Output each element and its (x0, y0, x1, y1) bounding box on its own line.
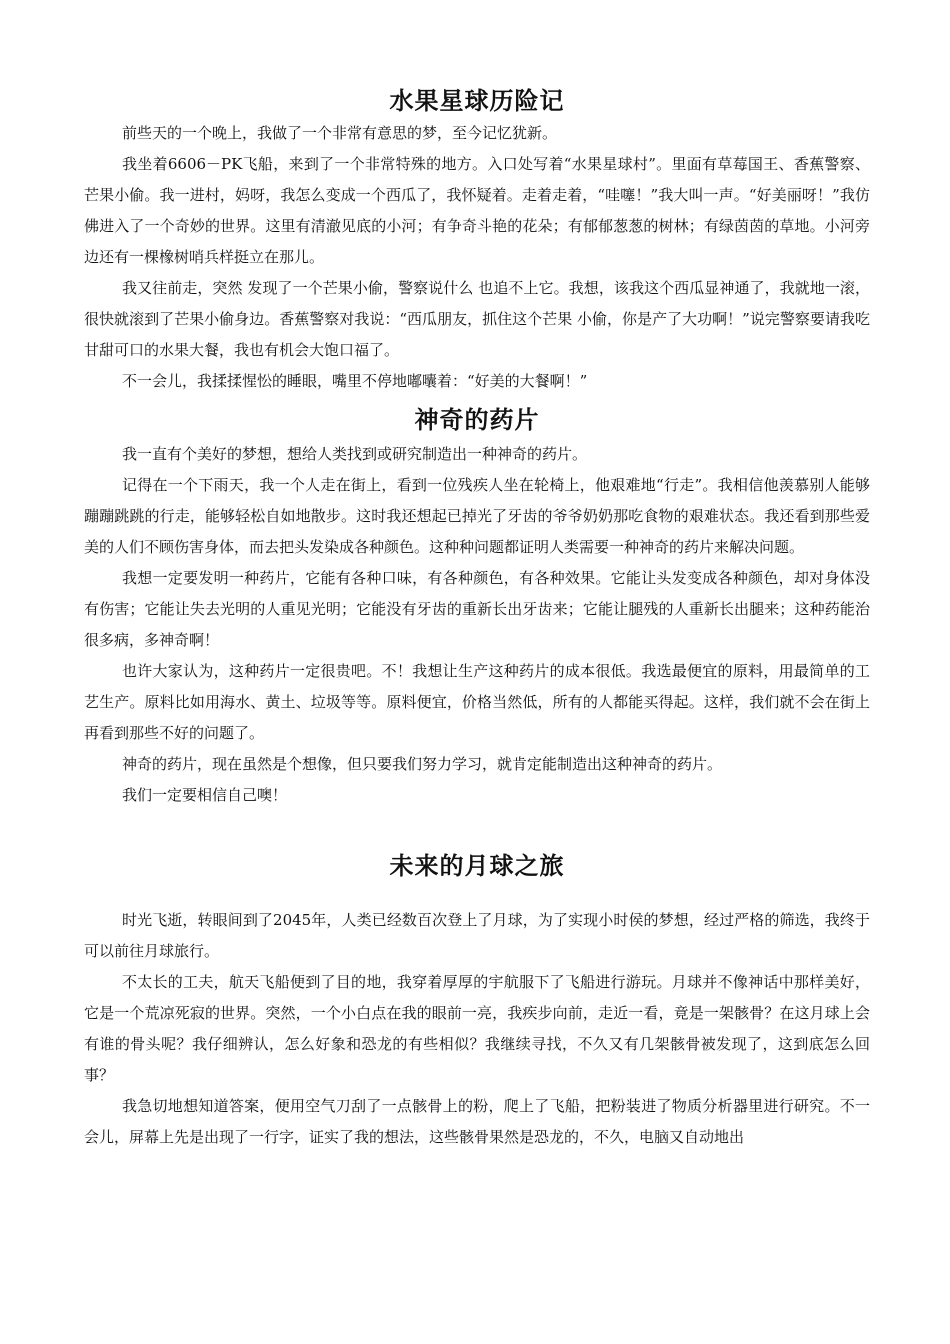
paragraph: 我一直有个美好的梦想，想给人类找到或研究制造出一种神奇的药片。 (122, 445, 588, 463)
paragraph: 时光飞逝，转眼间到了2045年，人类已经数百次登上了月球，为了实现小时侯的梦想，经过严格的筛选，我终于可以前往月球旅行。 (84, 911, 870, 960)
paragraph: 我坐着6606－PK飞船，来到了一个非常特殊的地方。入口处写着“水果星球村”。里面有草莓国王、香蕉警察、芒果小偷。我一进村，妈呀，我怎么变成一个西瓜了，我怀疑着。走着走着，“哇噻！”我大叫一声。“好美丽呀！”我仿佛进入了一个奇妙的世界。这里有清澈见底的小河；有争奇斗艳的花朵；有郁郁葱葱的树林；有绿茵茵的草地。小河旁边还有一棵橡树哨兵样挺立在那儿。 (84, 155, 870, 266)
paragraph: 神奇的药片，现在虽然是个想像，但只要我们努力学习，就肯定能制造出这种神奇的药片。 (122, 755, 723, 773)
paragraph: 不太长的工夫，航天飞船便到了目的地，我穿着厚厚的宇航服下了飞船进行游玩。月球并不像神话中那样美好，它是一个荒凉死寂的世界。突然，一个小白点在我的眼前一亮，我疾步向前，走近一看，竟是一架骸骨？在这月球上会有谁的骨头呢？我仔细辨认，怎么好象和恐龙的有些相似？我继续寻找，不久又有几架骸骨被发现了，这到底怎么回事？ (84, 973, 870, 1084)
essay-title: 未来的月球之旅 (389, 851, 565, 880)
paragraph: 记得在一个下雨天，我一个人走在街上，看到一位残疾人坐在轮椅上，他艰难地“行走”。我相信他羡慕别人能够蹦蹦跳跳的行走，能够轻松自如地散步。这时我还想起已掉光了牙齿的爷爷奶奶那吃食物的艰难状态。我还看到那些爱美的人们不顾伤害身体，而去把头发染成各种颜色。这种种问题都证明人类需要一种神奇的药片来解决问题。 (84, 476, 870, 556)
essay-magic-pill (84, 403, 870, 811)
paragraph: 我又往前走，突然 发现了一个芒果小偷，警察说什么 也追不上它。我想，该我这个西瓜显神通了，我就地一滚，很快就滚到了芒果小偷身边。香蕉警察对我说：“西瓜朋友，抓住这个芒果 小偷，你是产了大功啊！”说完警察要请我吃甘甜可口的水果大餐，我也有机会大饱口福了。 (84, 279, 870, 359)
essay-title: 水果星球历险记 (389, 86, 565, 115)
paragraph: 不一会儿，我揉揉惺忪的睡眼，嘴里不停地嘟囔着：“好美的大餐啊！” (122, 372, 588, 390)
paragraph: 前些天的一个晚上，我做了一个非常有意思的梦，至今记忆犹新。 (122, 124, 558, 142)
paragraph: 也许大家认为，这种药片一定很贵吧。不！我想让生产这种药片的成本很低。我选最便宜的原料，用最简单的工艺生产。原料比如用海水、黄土、垃圾等等。原料便宜，价格当然低，所有的人都能买得起。这样，我们就不会在街上再看到那些不好的问题了。 (84, 662, 870, 742)
essay-moon-trip (84, 849, 870, 1153)
essay-title: 神奇的药片 (414, 405, 540, 434)
essay-fruit-planet (84, 84, 870, 397)
paragraph: 我急切地想知道答案，便用空气刀刮了一点骸骨上的粉，爬上了飞船，把粉装进了物质分析器里进行研究。不一会儿，屏幕上先是出现了一行字，证实了我的想法，这些骸骨果然是恐龙的，不久，电脑又自动地出 (84, 1097, 870, 1146)
paragraph: 我们一定要相信自己噢！ (122, 786, 288, 804)
document-page (84, 84, 870, 1153)
paragraph: 我想一定要发明一种药片，它能有各种口味，有各种颜色，有各种效果。它能让头发变成各种颜色，却对身体没有伤害；它能让失去光明的人重见光明；它能没有牙齿的重新长出牙齿来；它能让腿残的人重新长出腿来；这种药能治很多病，多神奇啊！ (84, 569, 870, 649)
